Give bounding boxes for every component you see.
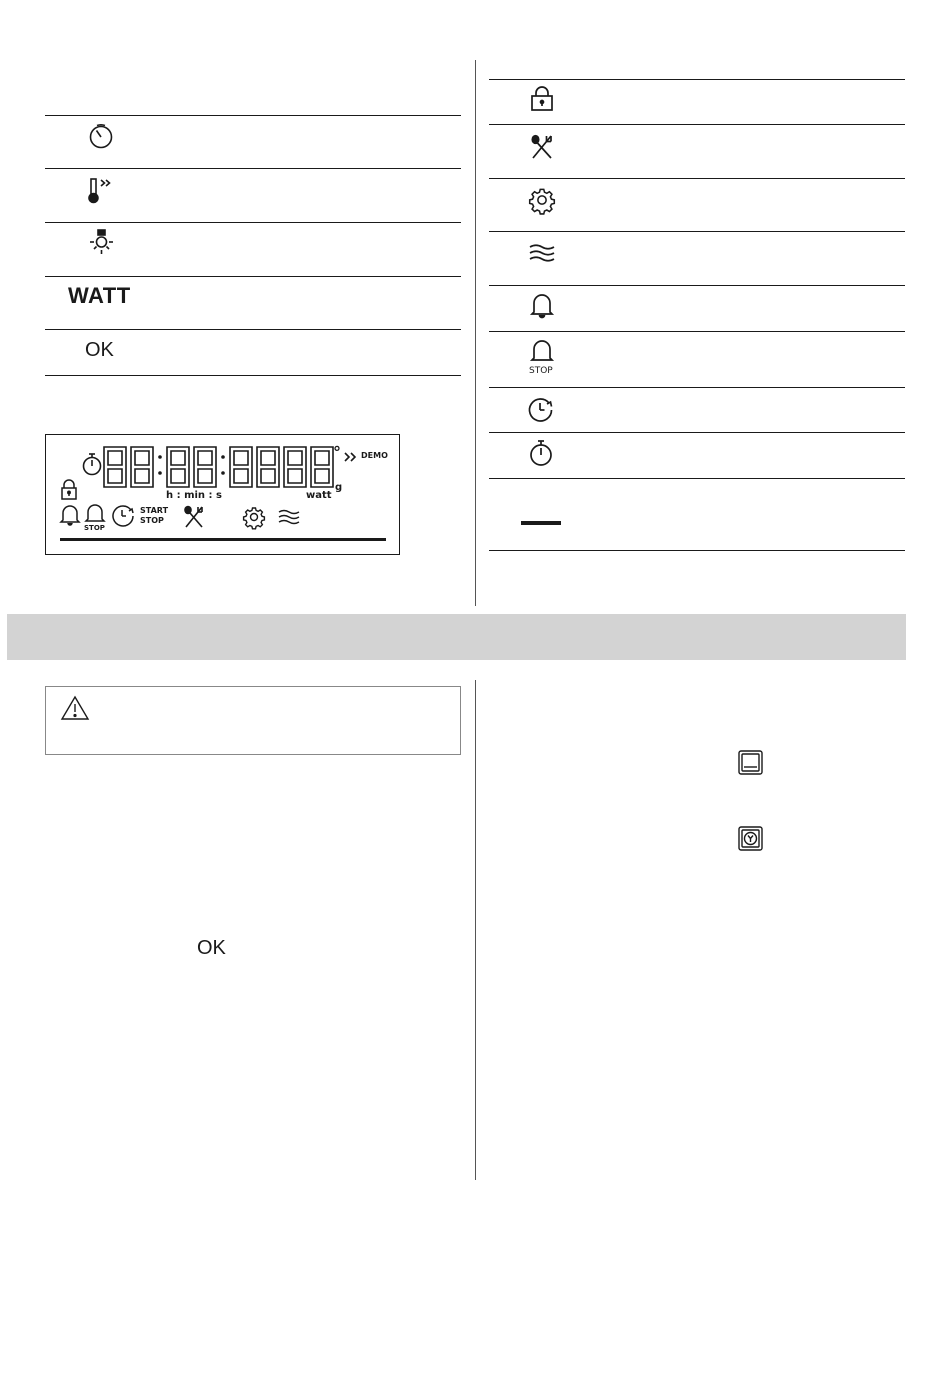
demo-label: DEMO [361,451,388,460]
warning-box [45,686,461,755]
lcd-colon-dot [221,471,225,475]
table-rule [45,115,461,116]
table-rule [45,168,461,169]
lcd-digit [104,447,126,487]
gram-label: g [335,482,343,493]
bell-stop-icon [84,503,106,525]
section-heading-bar [7,614,906,660]
fan-icon [738,826,763,851]
table-rule [489,79,905,80]
ok-symbol: OK [85,339,114,361]
table-rule [45,329,461,330]
stop-label: STOP [140,516,164,525]
lcd-digit [284,447,306,487]
table-rule [489,478,905,479]
bell-stop-label: STOP [84,524,105,532]
lcd-digit [257,447,279,487]
watt-label: watt [306,490,332,501]
table-rule [489,432,905,433]
lcd-digits [102,445,342,495]
warning-triangle-icon [60,695,90,721]
stopwatch-icon [529,439,555,467]
timer-icon [88,124,114,150]
fork-spoon-icon [182,505,206,529]
core-temperature-icon [86,177,116,205]
table-rule [45,375,461,376]
lcd-digit [131,447,153,487]
column-divider [475,680,476,1180]
lock-icon [530,86,554,112]
gear-icon [243,506,265,528]
bell-stop-icon [530,339,554,365]
lcd-bottom-bar [60,538,386,541]
chevron-double-icon [344,452,358,462]
lcd-digit [194,447,216,487]
stopwatch-icon [81,452,103,476]
column-divider [475,60,476,606]
table-rule [489,550,905,551]
bell-stop-label: STOP [529,366,553,376]
lcd-colon-dot [158,471,162,475]
table-rule [45,222,461,223]
time-units-label: h : min : s [166,490,222,501]
table-rule [489,285,905,286]
lcd-colon-dot [221,455,225,459]
ok-symbol: OK [197,937,226,959]
lamp-icon [88,229,116,257]
degree-symbol: ° [333,443,341,462]
gear-icon [529,187,555,213]
lcd-display [45,434,400,555]
lcd-digit [230,447,252,487]
clock-arrow-icon [527,395,557,423]
lcd-digit [311,447,333,487]
bell-icon [530,292,554,320]
table-rule [45,276,461,277]
table-rule [489,231,905,232]
steam-waves-icon [278,509,300,525]
lcd-digit [167,447,189,487]
watt-symbol: WATT [68,283,131,308]
table-rule [489,331,905,332]
lock-icon [60,479,78,501]
lcd-colon-dot [158,455,162,459]
steam-waves-icon [529,243,555,263]
bar-icon [521,521,561,525]
fork-spoon-icon [529,134,555,160]
clock-arrow-icon [110,503,138,529]
oven-square-icon [738,750,763,775]
bell-icon [59,503,81,527]
start-label: START [140,506,169,515]
table-rule [489,387,905,388]
table-rule [489,178,905,179]
table-rule [489,124,905,125]
